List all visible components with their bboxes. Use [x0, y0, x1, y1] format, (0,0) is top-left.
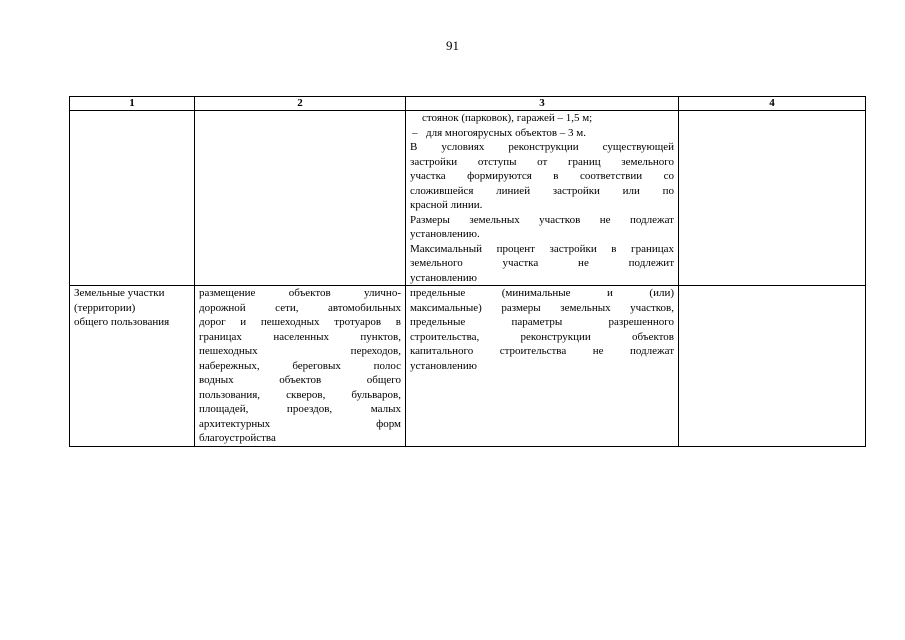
- column-header-4: 4: [679, 97, 866, 111]
- permitted-use-line: дорожной сети, автомобильных: [199, 301, 401, 314]
- permitted-use-line: архитектурных форм: [199, 417, 401, 430]
- reconstruction-text-line: сложившейся линией застройки или по: [410, 184, 674, 197]
- row1-col2-cell: [195, 111, 406, 286]
- land-category-line: Земельные участки: [74, 287, 165, 299]
- permitted-use-line: пользования, скверов, бульваров,: [199, 388, 401, 401]
- parameters-line: капитального строительства не подлежат: [410, 345, 674, 357]
- table-row: [70, 111, 866, 286]
- permitted-use-line: благоустройства: [199, 432, 276, 444]
- page-number: 91: [446, 38, 459, 53]
- column-header-2: 2: [195, 97, 406, 111]
- reconstruction-text-line: участка формируются в соответствии со: [410, 170, 674, 182]
- building-percent-text-line: установлению: [410, 271, 478, 284]
- permitted-use-line: водных объектов общего: [199, 374, 401, 386]
- parameters-line: максимальные) размеры земельных участков,: [410, 301, 674, 314]
- building-percent-text-line: земельного участка не подлежит: [410, 257, 674, 269]
- multilevel-setback-item: [410, 126, 674, 141]
- permitted-use-line: набережных, береговых полос: [199, 359, 401, 372]
- reconstruction-text-line: красной линии.: [410, 199, 483, 211]
- row1-col4-cell: [679, 111, 866, 286]
- multilevel-setback-text: для многоярусных объектов – 3 м.: [426, 126, 587, 139]
- row1-col1-cell: [70, 111, 195, 286]
- parameters-line: установлению: [410, 359, 478, 372]
- land-category-line: общего пользования: [74, 316, 170, 328]
- row2-col4-cell: [679, 286, 866, 447]
- row2-col3-cell: [406, 286, 679, 447]
- building-percent-text-line: Максимальный процент застройки в границах: [410, 242, 674, 255]
- reconstruction-text-line: застройки отступы от границ земельного: [410, 155, 674, 168]
- column-header-1: 1: [70, 97, 195, 111]
- permitted-use-line: размещение объектов улично-: [199, 287, 401, 299]
- table-row: [70, 286, 866, 447]
- parameters-line: строительства, реконструкции объектов: [410, 330, 674, 343]
- column-header-3: 3: [406, 97, 679, 111]
- row1-col3-cell: [406, 111, 679, 286]
- permitted-use-line: площадей, проездов, малых: [199, 403, 401, 415]
- row2-col2-cell: [195, 286, 406, 447]
- land-category-line: (территории): [74, 301, 136, 314]
- plot-sizes-text-line: установлению.: [410, 228, 480, 240]
- table-header-row: [70, 97, 866, 111]
- regulations-table: [69, 96, 866, 447]
- parking-setback-line: стоянок (парковок), гаражей – 1,5 м;: [422, 112, 593, 124]
- plot-sizes-text-line: Размеры земельных участков не подлежат: [410, 213, 674, 226]
- permitted-use-line: пешеходных переходов,: [199, 345, 401, 357]
- parameters-line: предельные параметры разрешенного: [410, 316, 674, 328]
- permitted-use-line: границах населенных пунктов,: [199, 330, 401, 343]
- dash-bullet-icon: –: [412, 126, 418, 139]
- parameters-line: предельные (минимальные и (или): [410, 287, 674, 299]
- reconstruction-text-line: В условиях реконструкции существующей: [410, 141, 674, 153]
- permitted-use-line: дорог и пешеходных тротуаров в: [199, 316, 401, 328]
- row2-col1-cell: [70, 286, 195, 447]
